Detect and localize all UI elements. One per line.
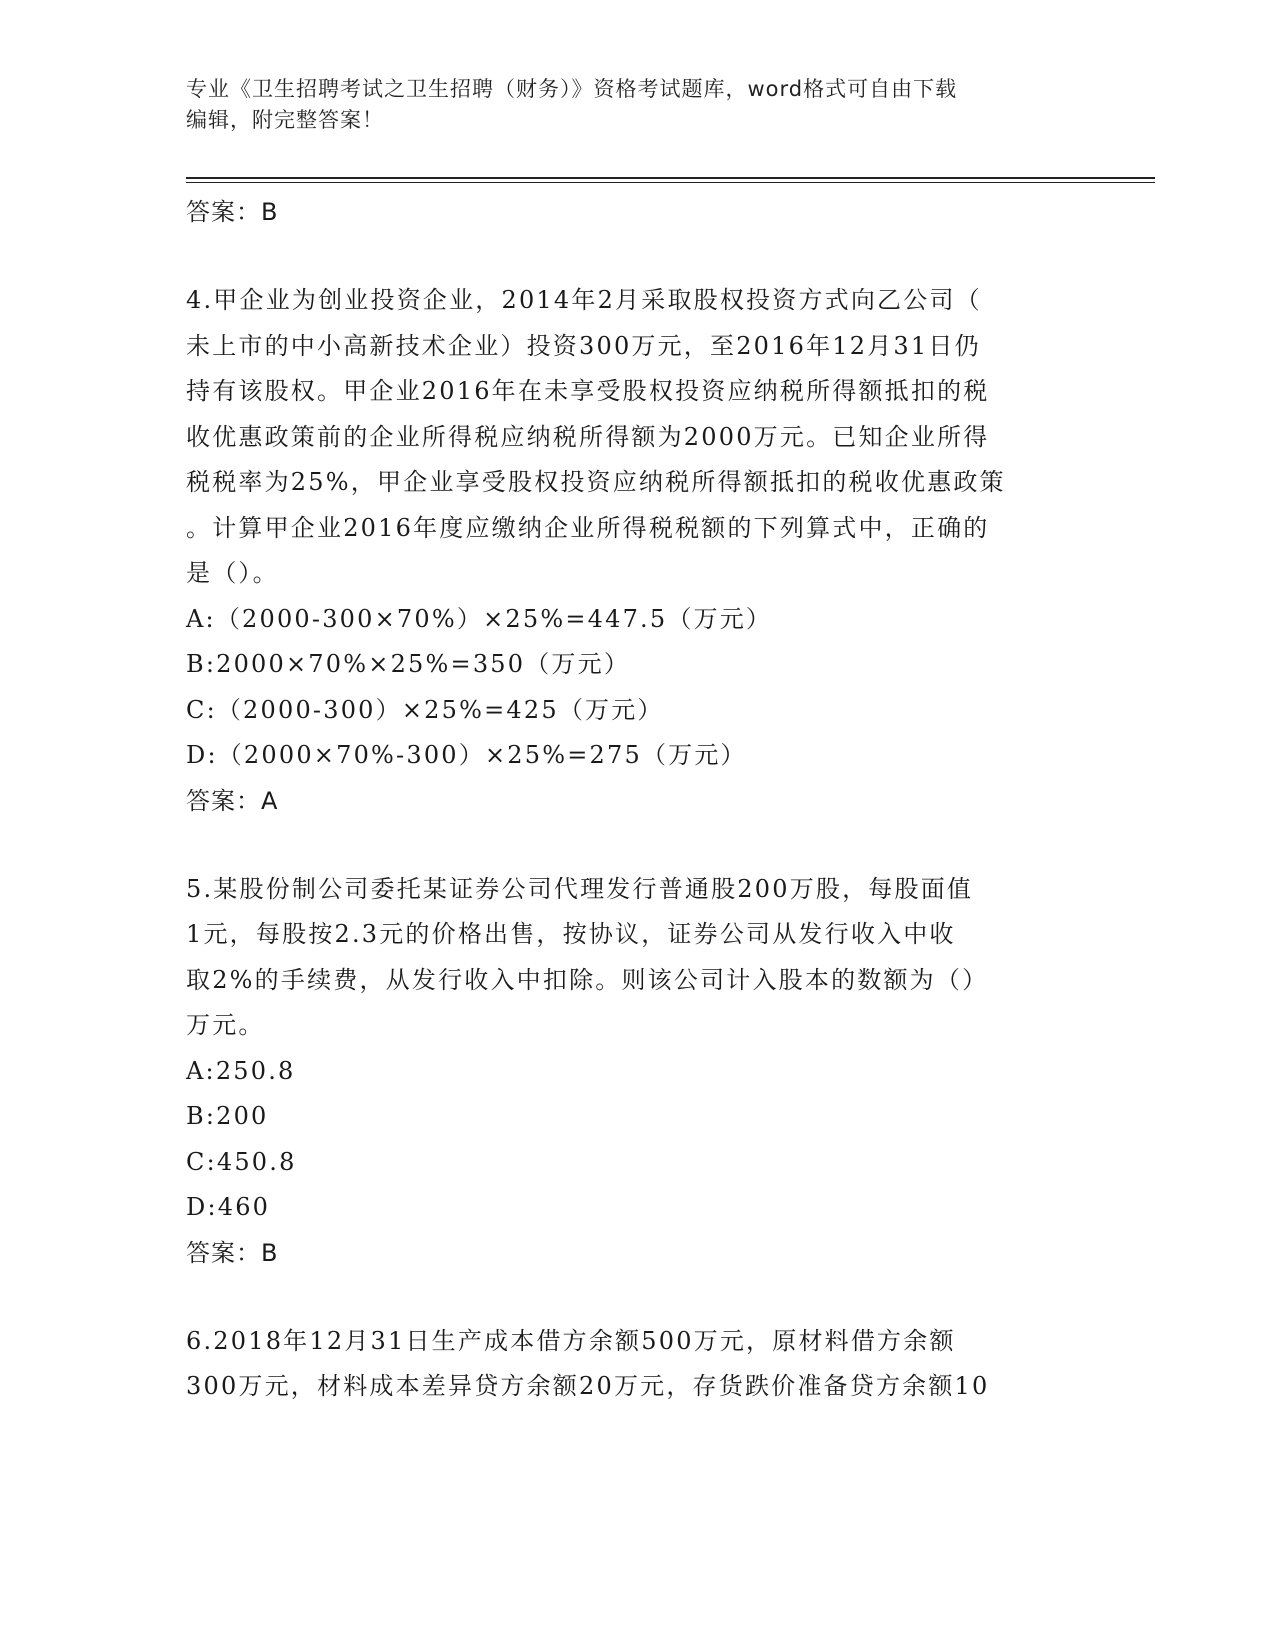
- stem-line: 税税率为25%，甲企业享受股权投资应纳税所得额抵扣的税收优惠政策: [186, 468, 1006, 496]
- question-6-stem: [186, 1319, 1086, 1410]
- document-header: [186, 74, 1086, 136]
- stem-line: 1元，每股按2.3元的价格出售，按协议，证券公司从发行收入中收: [186, 920, 956, 948]
- header-line-1: 专业《卫生招聘考试之卫生招聘（财务）》资格考试题库，word格式可自由下载: [186, 77, 958, 101]
- option-c: C:（2000-300）×25%=425（万元）: [186, 695, 664, 724]
- question-content: [186, 190, 1086, 1410]
- stem-line: 。计算甲企业2016年度应缴纳企业所得税税额的下列算式中，正确的: [186, 513, 990, 542]
- answer-4: 答案：A: [186, 786, 279, 815]
- question-4: [186, 278, 1086, 824]
- header-line-2: 编辑，附完整答案！: [186, 108, 384, 132]
- stem-line: 取2%的手续费，从发行收入中扣除。则该公司计入股本的数额为（）: [186, 965, 989, 994]
- option-c: C:450.8: [186, 1147, 297, 1176]
- stem-line: 收优惠政策前的企业所得税应纳税所得额为2000万元。已知企业所得: [186, 422, 990, 451]
- option-b: B:200: [186, 1102, 269, 1130]
- option-a: A:250.8: [186, 1056, 296, 1085]
- option-b: B:2000×70%×25%=350（万元）: [186, 650, 631, 678]
- answer-5: 答案：B: [186, 1238, 279, 1267]
- stem-line: 5.某股份制公司委托某证券公司代理发行普通股200万股，每股面值: [186, 874, 974, 903]
- option-a: A:（2000-300×70%）×25%=447.5（万元）: [186, 604, 773, 633]
- stem-line: 万元。: [186, 1011, 265, 1039]
- option-d: D:（2000×70%-300）×25%=275（万元）: [186, 741, 747, 769]
- stem-line: 持有该股权。甲企业2016年在未享受股权投资应纳税所得额抵扣的税: [186, 377, 990, 405]
- question-6: [186, 1319, 1086, 1410]
- question-5: [186, 867, 1086, 1276]
- header-divider-thin: [186, 182, 1155, 183]
- option-d: D:460: [186, 1193, 271, 1221]
- stem-line: 是（）。: [186, 559, 279, 587]
- stem-line: 6.2018年12月31日生产成本借方余额500万元，原材料借方余额: [186, 1326, 956, 1355]
- stem-line: 4.甲企业为创业投资企业，2014年2月采取股权投资方式向乙公司（: [186, 286, 982, 314]
- answer-previous: 答案：B: [186, 198, 279, 226]
- stem-line: 未上市的中小高新技术企业）投资300万元，至2016年12月31日仍: [186, 331, 981, 360]
- question-5-stem: [186, 867, 1086, 1049]
- stem-line: 300万元，材料成本差异贷方余额20万元，存货跌价准备贷方余额10: [186, 1372, 990, 1400]
- question-4-stem: [186, 278, 1086, 597]
- header-divider: [186, 177, 1155, 179]
